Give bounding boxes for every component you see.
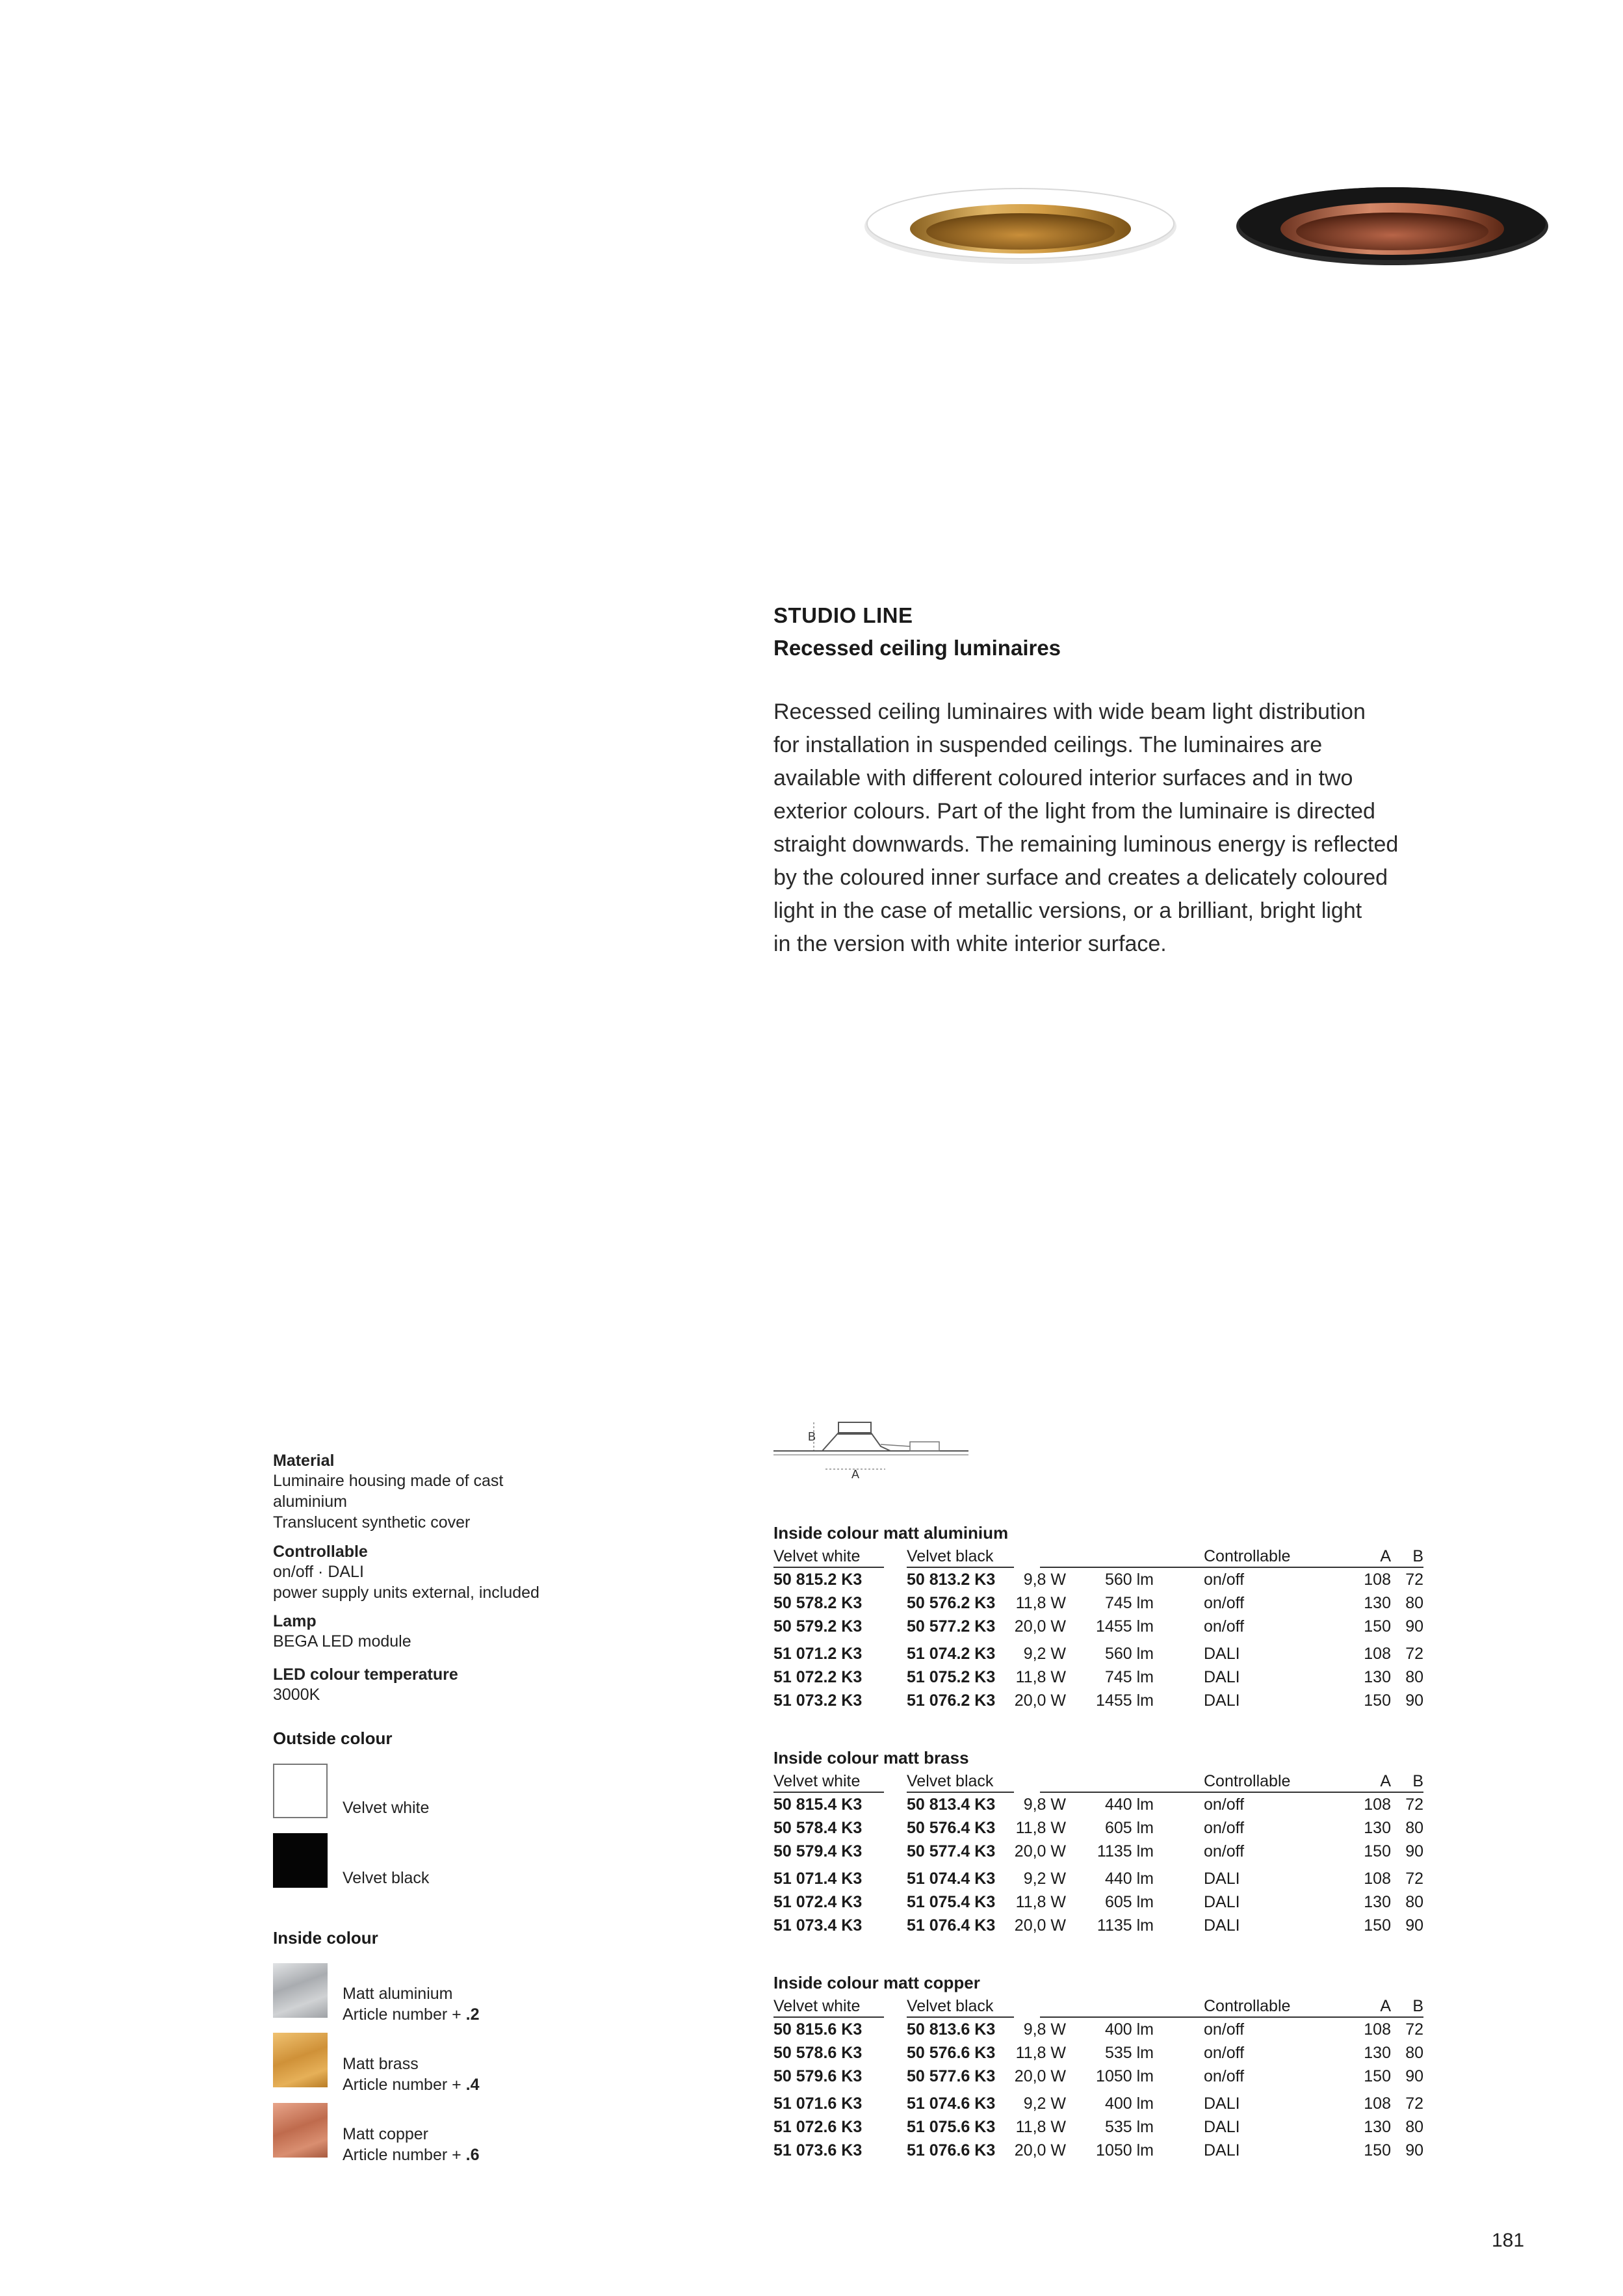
article-velvet-white: 51 071.6 K3 bbox=[773, 2094, 863, 2113]
luminous-flux: 1455 lm bbox=[1096, 1691, 1154, 1710]
dimension-b: 72 bbox=[1405, 1795, 1423, 1814]
wattage: 11,8 W bbox=[1015, 1819, 1066, 1837]
article-velvet-black: 51 076.2 K3 bbox=[907, 1691, 996, 1710]
article-suffix: .2 bbox=[465, 2005, 480, 2024]
matt-brass-label bbox=[343, 2054, 480, 2095]
wattage: 20,0 W bbox=[1014, 1617, 1066, 1636]
article-prefix: Article number + bbox=[343, 2076, 466, 2094]
wattage: 20,0 W bbox=[1014, 1691, 1066, 1710]
header-controllable: Controllable bbox=[1204, 1997, 1291, 2015]
dimension-b: 80 bbox=[1405, 1819, 1423, 1837]
wattage: 9,2 W bbox=[1023, 2094, 1066, 2113]
article-velvet-black: 51 075.4 K3 bbox=[907, 1893, 996, 1911]
article-velvet-black: 50 577.2 K3 bbox=[907, 1617, 996, 1636]
control-type: on/off bbox=[1204, 1842, 1245, 1860]
table-title: Inside colour matt copper bbox=[773, 1973, 980, 1992]
spec-value: 3000K bbox=[273, 1686, 320, 1704]
wattage: 11,8 W bbox=[1015, 1594, 1066, 1612]
dimension-b: 90 bbox=[1405, 1842, 1423, 1860]
spec-value: Luminaire housing made of cast bbox=[273, 1472, 504, 1490]
table-row bbox=[773, 2065, 1431, 2088]
dimension-b: 80 bbox=[1405, 1893, 1423, 1911]
article-velvet-black: 51 074.2 K3 bbox=[907, 1645, 996, 1663]
header-a: A bbox=[1380, 1772, 1391, 1790]
intro-line: by the coloured inner surface and creates a delicately coloured bbox=[773, 865, 1388, 890]
article-suffix-line bbox=[343, 2004, 480, 2025]
dimension-a: 130 bbox=[1364, 2044, 1391, 2062]
article-velvet-white: 50 578.4 K3 bbox=[773, 1819, 863, 1837]
intro-line: light in the case of metallic versions, or a brilliant, bright light bbox=[773, 898, 1362, 923]
intro-line: Recessed ceiling luminaires with wide beam light distribution bbox=[773, 699, 1366, 724]
control-type: on/off bbox=[1204, 2044, 1245, 2062]
article-velvet-black: 50 813.4 K3 bbox=[907, 1795, 996, 1814]
article-velvet-white: 50 578.2 K3 bbox=[773, 1594, 863, 1612]
product-subtitle: Recessed ceiling luminaires bbox=[773, 636, 1061, 660]
dimension-a: 130 bbox=[1364, 1819, 1391, 1837]
header-controllable: Controllable bbox=[1204, 1547, 1291, 1565]
spec-label: Controllable bbox=[273, 1543, 368, 1561]
dimension-b: 80 bbox=[1405, 2044, 1423, 2062]
dimension-b: 72 bbox=[1405, 2094, 1423, 2113]
wattage: 9,8 W bbox=[1023, 1571, 1066, 1589]
luminous-flux: 440 lm bbox=[1104, 1870, 1154, 1888]
article-suffix: .4 bbox=[465, 2076, 480, 2094]
inside-colour-heading: Inside colour bbox=[273, 1928, 378, 1948]
header-b: B bbox=[1412, 1997, 1423, 2015]
wattage: 20,0 W bbox=[1014, 1842, 1066, 1860]
table-row bbox=[773, 1890, 1431, 1914]
table-row bbox=[773, 2139, 1431, 2162]
dimension-b: 90 bbox=[1405, 2141, 1423, 2159]
article-velvet-black: 51 076.6 K3 bbox=[907, 2141, 996, 2159]
control-type: on/off bbox=[1204, 1617, 1245, 1636]
table-title: Inside colour matt brass bbox=[773, 1748, 969, 1768]
control-type: DALI bbox=[1204, 1916, 1240, 1935]
dimension-a: 108 bbox=[1364, 2020, 1391, 2039]
dimension-a: 108 bbox=[1364, 1795, 1391, 1814]
wattage: 20,0 W bbox=[1014, 2141, 1066, 2159]
matt-copper-label bbox=[343, 2124, 480, 2165]
article-prefix: Article number + bbox=[343, 2005, 466, 2024]
intro-line: available with different coloured interior surfaces and in two bbox=[773, 766, 1353, 790]
table-row bbox=[773, 2115, 1431, 2139]
article-velvet-white: 50 579.2 K3 bbox=[773, 1617, 863, 1636]
luminous-flux: 1455 lm bbox=[1096, 1617, 1154, 1636]
wattage: 9,2 W bbox=[1023, 1645, 1066, 1663]
dimension-a: 130 bbox=[1364, 1668, 1391, 1686]
article-suffix-line bbox=[343, 2074, 480, 2095]
table-matt-aluminium bbox=[773, 1521, 1431, 1712]
article-velvet-white: 51 072.2 K3 bbox=[773, 1668, 863, 1686]
dimension-label-b: B bbox=[808, 1430, 816, 1443]
spec-label: Lamp bbox=[273, 1612, 317, 1630]
velvet-black-swatch bbox=[273, 1833, 328, 1888]
intro-line: for installation in suspended ceilings. The luminaires are bbox=[773, 733, 1323, 757]
dimension-b: 90 bbox=[1405, 1916, 1423, 1935]
table-row bbox=[773, 1914, 1431, 1937]
luminous-flux: 745 lm bbox=[1104, 1668, 1154, 1686]
table-row bbox=[773, 1840, 1431, 1863]
article-velvet-white: 51 073.4 K3 bbox=[773, 1916, 863, 1935]
article-velvet-black: 50 813.6 K3 bbox=[907, 2020, 996, 2039]
dimension-a: 150 bbox=[1364, 2067, 1391, 2085]
dimension-a: 150 bbox=[1364, 1617, 1391, 1636]
header-velvet-white: Velvet white bbox=[773, 1545, 884, 1568]
dimension-b: 72 bbox=[1405, 1870, 1423, 1888]
control-type: DALI bbox=[1204, 1645, 1240, 1663]
luminous-flux: 535 lm bbox=[1104, 2118, 1154, 2136]
table-row bbox=[773, 1867, 1431, 1890]
product-line-title: STUDIO LINE bbox=[773, 603, 913, 627]
article-velvet-black: 50 813.2 K3 bbox=[907, 1571, 996, 1589]
wattage: 9,2 W bbox=[1023, 1870, 1066, 1888]
luminous-flux: 605 lm bbox=[1104, 1819, 1154, 1837]
spec-value: BEGA LED module bbox=[273, 1632, 411, 1650]
table-row bbox=[773, 1793, 1431, 1816]
table-row bbox=[773, 1591, 1431, 1615]
luminous-flux: 1050 lm bbox=[1096, 2067, 1154, 2085]
dimension-a: 108 bbox=[1364, 2094, 1391, 2113]
header-a: A bbox=[1380, 1997, 1391, 2015]
table-row bbox=[773, 2041, 1431, 2065]
table-row bbox=[773, 1642, 1431, 1665]
control-type: DALI bbox=[1204, 2141, 1240, 2159]
luminaire-black-copper-photo bbox=[1233, 177, 1552, 268]
table-header bbox=[773, 1994, 1431, 2018]
matt-copper-swatch bbox=[273, 2103, 328, 2158]
article-velvet-white: 51 073.2 K3 bbox=[773, 1691, 863, 1710]
table-matt-copper bbox=[773, 1971, 1431, 2162]
article-velvet-white: 51 071.2 K3 bbox=[773, 1645, 863, 1663]
luminous-flux: 745 lm bbox=[1104, 1594, 1154, 1612]
header-b: B bbox=[1412, 1772, 1423, 1790]
outside-colour-heading: Outside colour bbox=[273, 1729, 393, 1748]
table-row bbox=[773, 1689, 1431, 1712]
article-velvet-white: 50 815.4 K3 bbox=[773, 1795, 863, 1814]
matt-aluminium-label bbox=[343, 1983, 480, 2025]
dimension-a: 130 bbox=[1364, 1893, 1391, 1911]
spec-value: aluminium bbox=[273, 1493, 347, 1511]
wattage: 11,8 W bbox=[1015, 1893, 1066, 1911]
velvet-white-swatch bbox=[273, 1764, 328, 1818]
article-velvet-black: 51 074.6 K3 bbox=[907, 2094, 996, 2113]
header-velvet-black: Velvet black bbox=[907, 1994, 1014, 2018]
article-velvet-white: 51 071.4 K3 bbox=[773, 1870, 863, 1888]
article-velvet-white: 50 578.6 K3 bbox=[773, 2044, 863, 2062]
page-number: 181 bbox=[1492, 2230, 1525, 2251]
luminous-flux: 440 lm bbox=[1104, 1795, 1154, 1814]
matt-brass-swatch bbox=[273, 2033, 328, 2087]
table-row bbox=[773, 1665, 1431, 1689]
dimension-a: 150 bbox=[1364, 1842, 1391, 1860]
dimension-drawing bbox=[773, 1411, 968, 1482]
velvet-black-label: Velvet black bbox=[343, 1869, 430, 1887]
article-velvet-black: 51 076.4 K3 bbox=[907, 1916, 996, 1935]
dimension-b: 80 bbox=[1405, 1668, 1423, 1686]
intro-line: in the version with white interior surface. bbox=[773, 932, 1167, 956]
table-row bbox=[773, 1568, 1431, 1591]
header-velvet-black: Velvet black bbox=[907, 1545, 1014, 1568]
wattage: 9,8 W bbox=[1023, 1795, 1066, 1814]
header-velvet-white: Velvet white bbox=[773, 1994, 884, 2018]
article-velvet-white: 51 073.6 K3 bbox=[773, 2141, 863, 2159]
control-type: DALI bbox=[1204, 2118, 1240, 2136]
spec-lamp bbox=[273, 1612, 611, 1652]
table-row bbox=[773, 2092, 1431, 2115]
article-velvet-white: 50 815.6 K3 bbox=[773, 2020, 863, 2039]
dimension-a: 150 bbox=[1364, 2141, 1391, 2159]
article-velvet-black: 50 576.6 K3 bbox=[907, 2044, 996, 2062]
table-header bbox=[773, 1545, 1431, 1568]
spec-label: LED colour temperature bbox=[273, 1665, 458, 1684]
dimension-a: 108 bbox=[1364, 1645, 1391, 1663]
article-velvet-black: 50 576.2 K3 bbox=[907, 1594, 996, 1612]
dimension-a: 108 bbox=[1364, 1571, 1391, 1589]
table-title: Inside colour matt aluminium bbox=[773, 1523, 1009, 1543]
article-suffix: .6 bbox=[465, 2146, 480, 2164]
control-type: on/off bbox=[1204, 1571, 1245, 1589]
dimension-a: 150 bbox=[1364, 1916, 1391, 1935]
article-prefix: Article number + bbox=[343, 2146, 466, 2164]
dimension-b: 72 bbox=[1405, 1571, 1423, 1589]
swatch-name: Matt aluminium bbox=[343, 1985, 453, 2003]
article-velvet-white: 50 579.6 K3 bbox=[773, 2067, 863, 2085]
spec-colour-temperature bbox=[273, 1665, 611, 1705]
velvet-white-label: Velvet white bbox=[343, 1799, 430, 1817]
control-type: on/off bbox=[1204, 2020, 1245, 2039]
control-type: on/off bbox=[1204, 1594, 1245, 1612]
article-velvet-black: 50 577.4 K3 bbox=[907, 1842, 996, 1860]
wattage: 20,0 W bbox=[1014, 2067, 1066, 2085]
luminous-flux: 1135 lm bbox=[1097, 1842, 1154, 1860]
dimension-a: 130 bbox=[1364, 2118, 1391, 2136]
intro-line: exterior colours. Part of the light from the luminaire is directed bbox=[773, 799, 1375, 824]
intro-paragraph bbox=[773, 696, 1449, 961]
wattage: 11,8 W bbox=[1015, 1668, 1066, 1686]
dimension-a: 150 bbox=[1364, 1691, 1391, 1710]
dimension-b: 72 bbox=[1405, 2020, 1423, 2039]
luminous-flux: 400 lm bbox=[1104, 2094, 1154, 2113]
luminaire-white-brass-photo bbox=[861, 177, 1180, 268]
article-velvet-black: 51 075.2 K3 bbox=[907, 1668, 996, 1686]
dimension-b: 80 bbox=[1405, 1594, 1423, 1612]
control-type: DALI bbox=[1204, 1870, 1240, 1888]
article-velvet-black: 50 577.6 K3 bbox=[907, 2067, 996, 2085]
wattage: 20,0 W bbox=[1014, 1916, 1066, 1935]
wattage: 9,8 W bbox=[1023, 2020, 1066, 2039]
control-type: DALI bbox=[1204, 1668, 1240, 1686]
article-suffix-line bbox=[343, 2145, 480, 2165]
header-velvet-black: Velvet black bbox=[907, 1769, 1014, 1793]
spec-value: power supply units external, included bbox=[273, 1584, 539, 1602]
luminous-flux: 560 lm bbox=[1104, 1571, 1154, 1589]
header-velvet-white: Velvet white bbox=[773, 1769, 884, 1793]
article-velvet-white: 50 579.4 K3 bbox=[773, 1842, 863, 1860]
intro-line: straight downwards. The remaining luminous energy is reflected bbox=[773, 832, 1399, 857]
control-type: DALI bbox=[1204, 1691, 1240, 1710]
control-type: on/off bbox=[1204, 1819, 1245, 1837]
table-row bbox=[773, 2018, 1431, 2041]
wattage: 11,8 W bbox=[1015, 2044, 1066, 2062]
control-type: DALI bbox=[1204, 1893, 1240, 1911]
luminous-flux: 1135 lm bbox=[1097, 1916, 1154, 1935]
luminous-flux: 400 lm bbox=[1104, 2020, 1154, 2039]
swatch-name: Matt brass bbox=[343, 2055, 419, 2073]
spec-value: Translucent synthetic cover bbox=[273, 1513, 471, 1532]
spec-controllable bbox=[273, 1543, 611, 1603]
control-type: on/off bbox=[1204, 2067, 1245, 2085]
luminous-flux: 560 lm bbox=[1104, 1645, 1154, 1663]
table-row bbox=[773, 1816, 1431, 1840]
dimension-a: 130 bbox=[1364, 1594, 1391, 1612]
luminous-flux: 535 lm bbox=[1104, 2044, 1154, 2062]
article-velvet-black: 51 074.4 K3 bbox=[907, 1870, 996, 1888]
dimension-b: 72 bbox=[1405, 1645, 1423, 1663]
article-velvet-white: 51 072.4 K3 bbox=[773, 1893, 863, 1911]
spec-label: Material bbox=[273, 1452, 335, 1470]
spec-material bbox=[273, 1452, 611, 1533]
header-controllable: Controllable bbox=[1204, 1772, 1291, 1790]
swatch-name: Matt copper bbox=[343, 2125, 429, 2143]
table-matt-brass bbox=[773, 1746, 1431, 1937]
dimension-a: 108 bbox=[1364, 1870, 1391, 1888]
luminous-flux: 605 lm bbox=[1104, 1893, 1154, 1911]
dimension-b: 90 bbox=[1405, 1691, 1423, 1710]
matt-aluminium-swatch bbox=[273, 1963, 328, 2018]
dimension-b: 90 bbox=[1405, 1617, 1423, 1636]
dimension-b: 90 bbox=[1405, 2067, 1423, 2085]
header-b: B bbox=[1412, 1547, 1423, 1565]
dimension-label-a: A bbox=[851, 1468, 860, 1481]
table-header bbox=[773, 1769, 1431, 1793]
header-a: A bbox=[1380, 1547, 1391, 1565]
spec-value: on/off · DALI bbox=[273, 1563, 364, 1581]
control-type: DALI bbox=[1204, 2094, 1240, 2113]
luminous-flux: 1050 lm bbox=[1096, 2141, 1154, 2159]
wattage: 11,8 W bbox=[1015, 2118, 1066, 2136]
control-type: on/off bbox=[1204, 1795, 1245, 1814]
article-velvet-white: 50 815.2 K3 bbox=[773, 1571, 863, 1589]
dimension-b: 80 bbox=[1405, 2118, 1423, 2136]
article-velvet-black: 50 576.4 K3 bbox=[907, 1819, 996, 1837]
table-row bbox=[773, 1615, 1431, 1638]
article-velvet-black: 51 075.6 K3 bbox=[907, 2118, 996, 2136]
article-velvet-white: 51 072.6 K3 bbox=[773, 2118, 863, 2136]
